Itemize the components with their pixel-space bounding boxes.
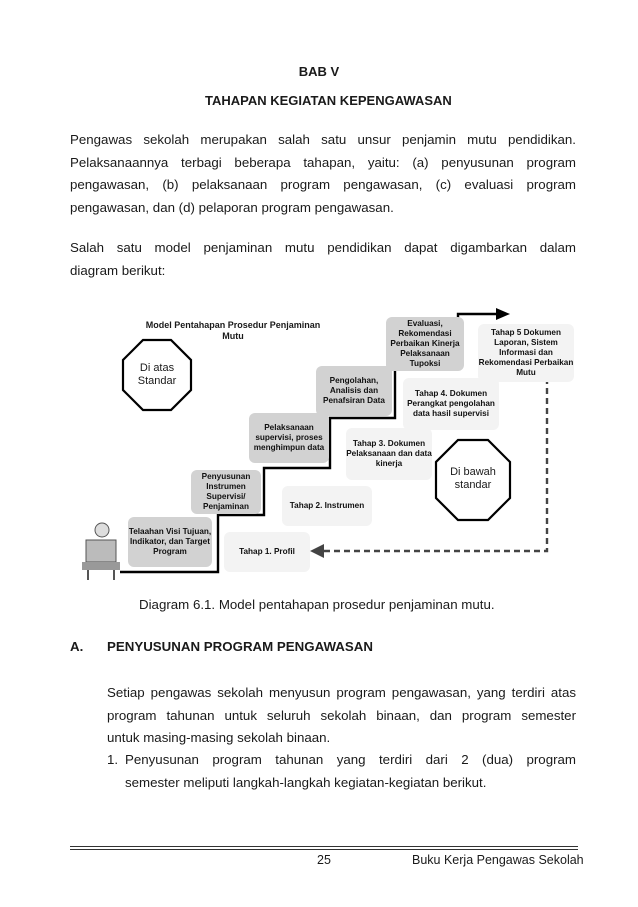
below-standard-label: Di bawah standar [450,466,496,491]
intro-line: pengawasan, dan (d) pelaporan program pengawasan. [70,199,394,215]
book-title: Buku Kerja Pengawas Sekolah [412,853,584,867]
feedback-arrowhead [310,544,324,558]
step-box-2: Penyusunan Instrumen Supervisi/ Penjaminan [191,470,261,514]
step-box-1: Telaahan Visi Tujuan, Indikator, dan Target Program [128,517,212,567]
model-line: diagram berikut: [70,262,166,278]
above-standard-label: Di atas Standar [137,362,177,387]
intro-line: Pelaksanaannya terbagi beberapa tahapan, yaitu: (a) penyusunan program [70,154,576,170]
diagram-title [118,320,348,342]
quality-assurance-diagram [78,300,583,585]
page-number: 25 [317,853,331,867]
item-line: Penyusunan program tahunan yang terdiri dari 2 (dua) program [125,752,576,767]
stage-box-1: Tahap 1. Profil [224,532,310,572]
step-box-3: Pelaksanaan supervisi, proses menghimpun data [249,413,329,463]
stage-box-3: Tahap 3. Dokumen Pelaksanaan dan data kinerja [346,428,432,480]
item-number: 1. [107,752,119,767]
intro-line: pengawasan, (b) pelaksanaan program pengawasan, (c) evaluasi program [70,177,576,192]
item-line: semester meliputi langkah-langkah kegiatan-kegiatan berikut. [125,774,487,790]
chapter-title: TAHAPAN KEGIATAN KEPENGAWASAN [205,93,452,108]
section-title: PENYUSUNAN PROGRAM PENGAWASAN [107,639,373,654]
intro-paragraph [70,129,576,219]
intro-line: Pengawas sekolah merupakan salah satu unsur penjamin mutu pendidikan. [70,132,576,147]
footer-rule-top [70,846,578,847]
model-paragraph [70,237,576,282]
section-body-line: untuk masing-masing sekolah binaan. [107,730,331,745]
stage-box-2: Tahap 2. Instrumen [282,486,372,526]
model-line: Salah satu model penjaminan mutu pendidikan dapat digambarkan dalam [70,240,576,255]
section-body [107,682,576,750]
section-body-line: Setiap pengawas sekolah menyusun program pengawasan, yang terdiri atas [107,685,576,700]
numbered-item [125,749,576,794]
stage-box-5: Tahap 5 Dokumen Laporan, Sistem Informasi dan Rekomendasi Perbaikan Mutu [478,324,574,382]
footer-rule-bottom [70,849,578,850]
staircase-arrowhead [496,308,510,320]
section-body-line: program tahunan untuk seluruh sekolah binaan, dan program semester [107,707,576,723]
step-box-5: Evaluasi, Rekomendasi Perbaikan Kinerja Pelaksanaan Tupoksi [386,317,464,371]
step-box-4: Pengolahan, Analisis dan Penafsiran Data [316,366,392,416]
reading-person-icon [82,523,120,580]
section-letter: A. [70,639,84,654]
chapter-number: BAB V [298,64,340,79]
diagram-title-line1: Model Pentahapan Prosedur Penjaminan [145,320,321,330]
stage-box-4: Tahap 4. Dokumen Perangkat pengolahan data hasil supervisi [403,378,499,430]
diagram-caption: Diagram 6.1. Model pentahapan prosedur penjaminan mutu. [139,597,495,612]
diagram-title-line2: Mutu [222,331,244,341]
